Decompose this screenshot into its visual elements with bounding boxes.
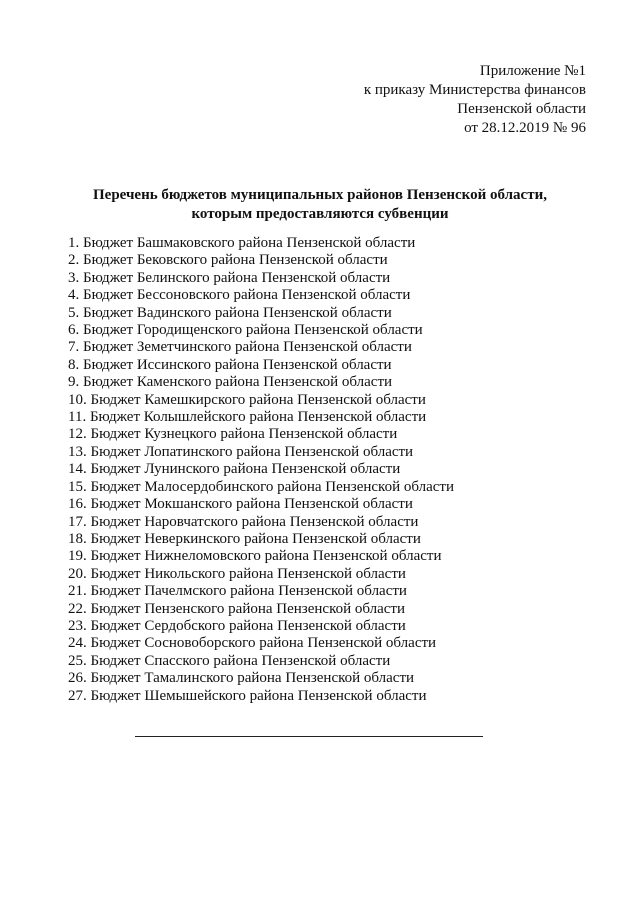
list-item: 13. Бюджет Лопатинского района Пензенской области (68, 443, 414, 460)
document-title (0, 186, 640, 224)
list-item: 7. Бюджет Земетчинского района Пензенской области (68, 339, 412, 356)
list-item: 9. Бюджет Каменского района Пензенской области (68, 374, 393, 391)
list-item: 19. Бюджет Нижнеломовского района Пензенской области (68, 548, 442, 565)
list-item: 2. Бюджет Бековского района Пензенской области (68, 252, 388, 269)
list-item: 23. Бюджет Сердобского района Пензенской области (68, 617, 406, 634)
list-item: 3. Бюджет Белинского района Пензенской области (68, 269, 391, 286)
list-item: 14. Бюджет Лунинского района Пензенской области (68, 461, 401, 478)
list-item: 20. Бюджет Никольского района Пензенской области (68, 565, 406, 582)
list-item: 17. Бюджет Наровчатского района Пензенской области (68, 513, 419, 530)
appendix-number: Приложение №1 (479, 63, 586, 79)
list-item: 25. Бюджет Спасского района Пензенской области (68, 652, 391, 669)
list-item: 18. Бюджет Неверкинского района Пензенской области (68, 530, 421, 547)
list-item: 15. Бюджет Малосердобинского района Пензенской области (68, 478, 454, 495)
list-item: 8. Бюджет Иссинского района Пензенской области (68, 356, 392, 373)
list-item: 21. Бюджет Пачелмского района Пензенской области (68, 583, 407, 600)
list-item: 22. Бюджет Пензенского района Пензенской области (68, 600, 406, 617)
list-item: 26. Бюджет Тамалинского района Пензенской области (68, 670, 415, 687)
list-item: 12. Бюджет Кузнецкого района Пензенской области (68, 426, 398, 443)
list-item: 11. Бюджет Колышлейского района Пензенской области (68, 409, 427, 426)
budget-list (68, 235, 454, 705)
appendix-order-date: от 28.12.2019 № 96 (464, 120, 586, 136)
list-item: 4. Бюджет Бессоновского района Пензенской области (68, 287, 411, 304)
closing-divider-line (135, 736, 483, 737)
appendix-region: Пензенской области (457, 101, 586, 117)
title-line-1: Перечень бюджетов муниципальных районов Пензенской области, (93, 187, 547, 203)
list-item: 27. Бюджет Шемышейского района Пензенской области (68, 687, 427, 704)
appendix-order-reference: к приказу Министерства финансов (363, 82, 586, 98)
title-line-2: которым предоставляются субвенции (191, 206, 449, 222)
list-item: 10. Бюджет Камешкирского района Пензенской области (68, 391, 426, 408)
list-item: 5. Бюджет Вадинского района Пензенской области (68, 304, 392, 321)
list-item: 24. Бюджет Сосновоборского района Пензенской области (68, 635, 437, 652)
list-item: 1. Бюджет Башмаковского района Пензенской области (68, 235, 416, 251)
appendix-header (364, 62, 586, 138)
list-item: 6. Бюджет Городищенского района Пензенской области (68, 322, 423, 339)
list-item: 16. Бюджет Мокшанского района Пензенской области (68, 496, 413, 513)
